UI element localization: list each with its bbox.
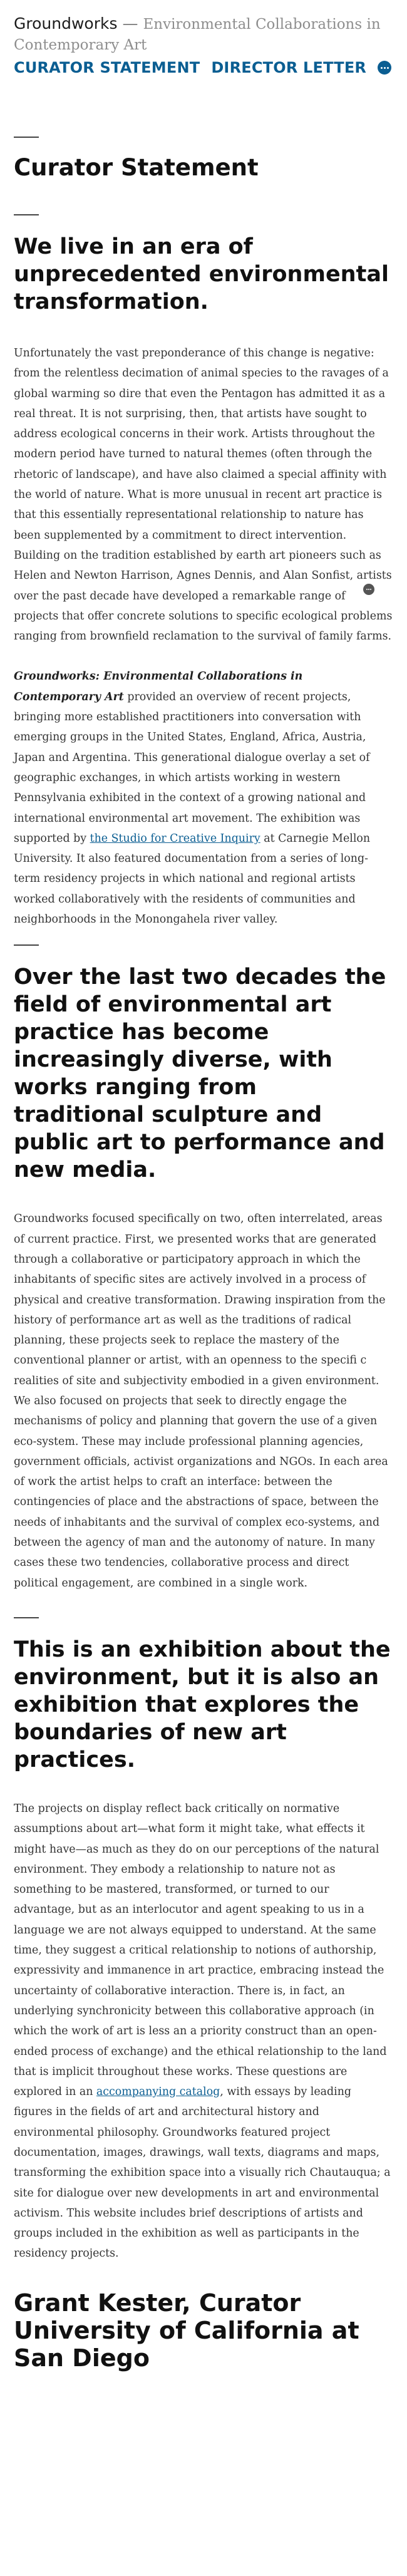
nav-director-letter[interactable]: DIRECTOR LETTER <box>211 59 367 76</box>
divider <box>14 1617 39 1618</box>
section-heading: This is an exhibition about the environment, but it is also an exhibition that explores the boundaries of new art practices. <box>14 1637 391 1772</box>
divider <box>14 944 39 946</box>
site-header <box>0 0 407 76</box>
paragraph-text: The projects on display reflect back critically on normative assumptions about art—what form it might take, what effects it might have—as much as they do on our perceptions of the natural environment. They embody a relationship to nature not as something to be mastered, transformed, or turned to our advantage, but as an interlocutor and agent speaking to us in a language we are not always equipped to understand. At the same time, they suggest a critical relationship to notions of authorship, expressivity and immanence in art practice, embracing instead the uncertainty of collaborative interaction. There is, in fact, an underlying synchronicity between this collaborative approach (in which the work of art is less an a priority construct than an open-ended process of exchange) and the ethical relationship to the land that is implicit throughout these works. These questions are explored in an <box>14 1802 387 2099</box>
signature <box>14 2289 393 2372</box>
curator-affiliation: University of California at San Diego <box>14 2316 359 2372</box>
more-dots-icon[interactable] <box>378 61 391 75</box>
paragraph: Unfortunately the vast preponderance of this change is negative: from the relentless decimation of animal species to the ravages of a global warming so dire that even the Pentagon has admitted it as a real threat. It is not surprising, then, that artists have sought to address ecological concerns in their work. Artists throughout the modern period have turned to natural themes (often through the rhetoric of landscape), and have also claimed a special affinity with the world of nature. What is more unusual in recent art practice is that this essentially representational relationship to nature has been supplemented by a commitment to direct intervention. Building on the tradition established by earth art pioneers such as Helen and Newton Harrison, Agnes Dennis, and Alan Sonfist, artists over the past decade have developed a remarkable range of projects that offer concrete solutions to specific ecological problems ranging from brownfield reclamation to the survival of family farms. <box>14 347 393 643</box>
nav-curator-statement[interactable]: CURATOR STATEMENT <box>14 59 200 76</box>
paragraph <box>14 666 393 929</box>
catalog-link[interactable]: accompanying catalog <box>96 2086 220 2099</box>
site-title[interactable] <box>14 14 393 55</box>
section-heading: We live in an era of unprecedented environmental transformation. <box>14 234 389 314</box>
studio-link[interactable]: the Studio for Creative Inquiry <box>90 832 260 845</box>
paragraph-text: provided an overview of recent projects, bringing more established practitioners into conversation with emerging groups in the United States, England, Africa, Austria, Japan and Argentina. This generational dialogue overlay a set of geographic exchanges, in which artists working in western Pennsylvania exhibited in the context of a growing national and international environmental art movement. The exhibition was supported by <box>14 690 370 845</box>
site-subtitle: Environmental Collaborations in Contemporary Art <box>14 16 381 53</box>
site-name[interactable]: Groundworks <box>14 14 118 33</box>
curator-name: Grant Kester, Curator <box>14 2289 301 2317</box>
more-dots-icon[interactable] <box>363 584 374 595</box>
paragraph: Groundworks focused specifically on two, often interrelated, areas of current practice. First, we presented works that are generated through a collaborative or participatory approach in which the inhabitants of specific sites are actively involved in a process of physical and creative transformation. Drawing inspiration from the history of performance art as well as the traditions of radical planning, these projects seek to replace the mastery of the conventional planner or artist, with an openness to the specifi c realities of site and subjectivity embodied in a given environment. We also focused on projects that seek to directly engage the mechanisms of policy and planning that govern the use of a given eco-system. These may include professional planning agencies, government officials, activist organizations and NGOs. In each area of work the artist helps to craft an interface: between the contingencies of place and the abstractions of space, between the needs of inhabitants and the survival of complex eco-systems, and between the agency of man and the autonomy of nature. In many cases these two tendencies, collaborative process and direct political engagement, are combined in a single work. <box>14 1213 388 1590</box>
paragraph <box>14 1799 393 2264</box>
divider <box>14 214 39 215</box>
divider <box>14 137 39 138</box>
paragraph-text: at Carnegie Mellon University. It also featured documentation from a series of long-term residency projects in which national and regional artists worked collaboratively with the residents of communities and neighborhoods in the Monongahela river valley. <box>14 832 371 926</box>
main-content <box>0 137 407 2372</box>
section-heading: Over the last two decades the field of environmental art practice has become increasingly diverse, with works ranging from traditional sculpture and public art to performance and new media. <box>14 965 386 1183</box>
page-title: Curator Statement <box>14 154 259 181</box>
main-nav <box>14 59 393 76</box>
title-separator: — <box>122 14 138 33</box>
exhibition-title: Groundworks: Environmental Collaborations in Contemporary Art <box>14 670 303 703</box>
paragraph-text: , with essays by leading figures in the fields of art and architectural history and environmental philosophy. Groundworks featured project documentation, images, drawings, wall texts, diagrams and maps, transforming the exhibition space into a visually rich Chautauqua; a site for dialogue over new developments in art and environmental activism. This website includes brief descriptions of artists and groups included in the exhibition as well as participants in the residency projects. <box>14 2086 391 2260</box>
